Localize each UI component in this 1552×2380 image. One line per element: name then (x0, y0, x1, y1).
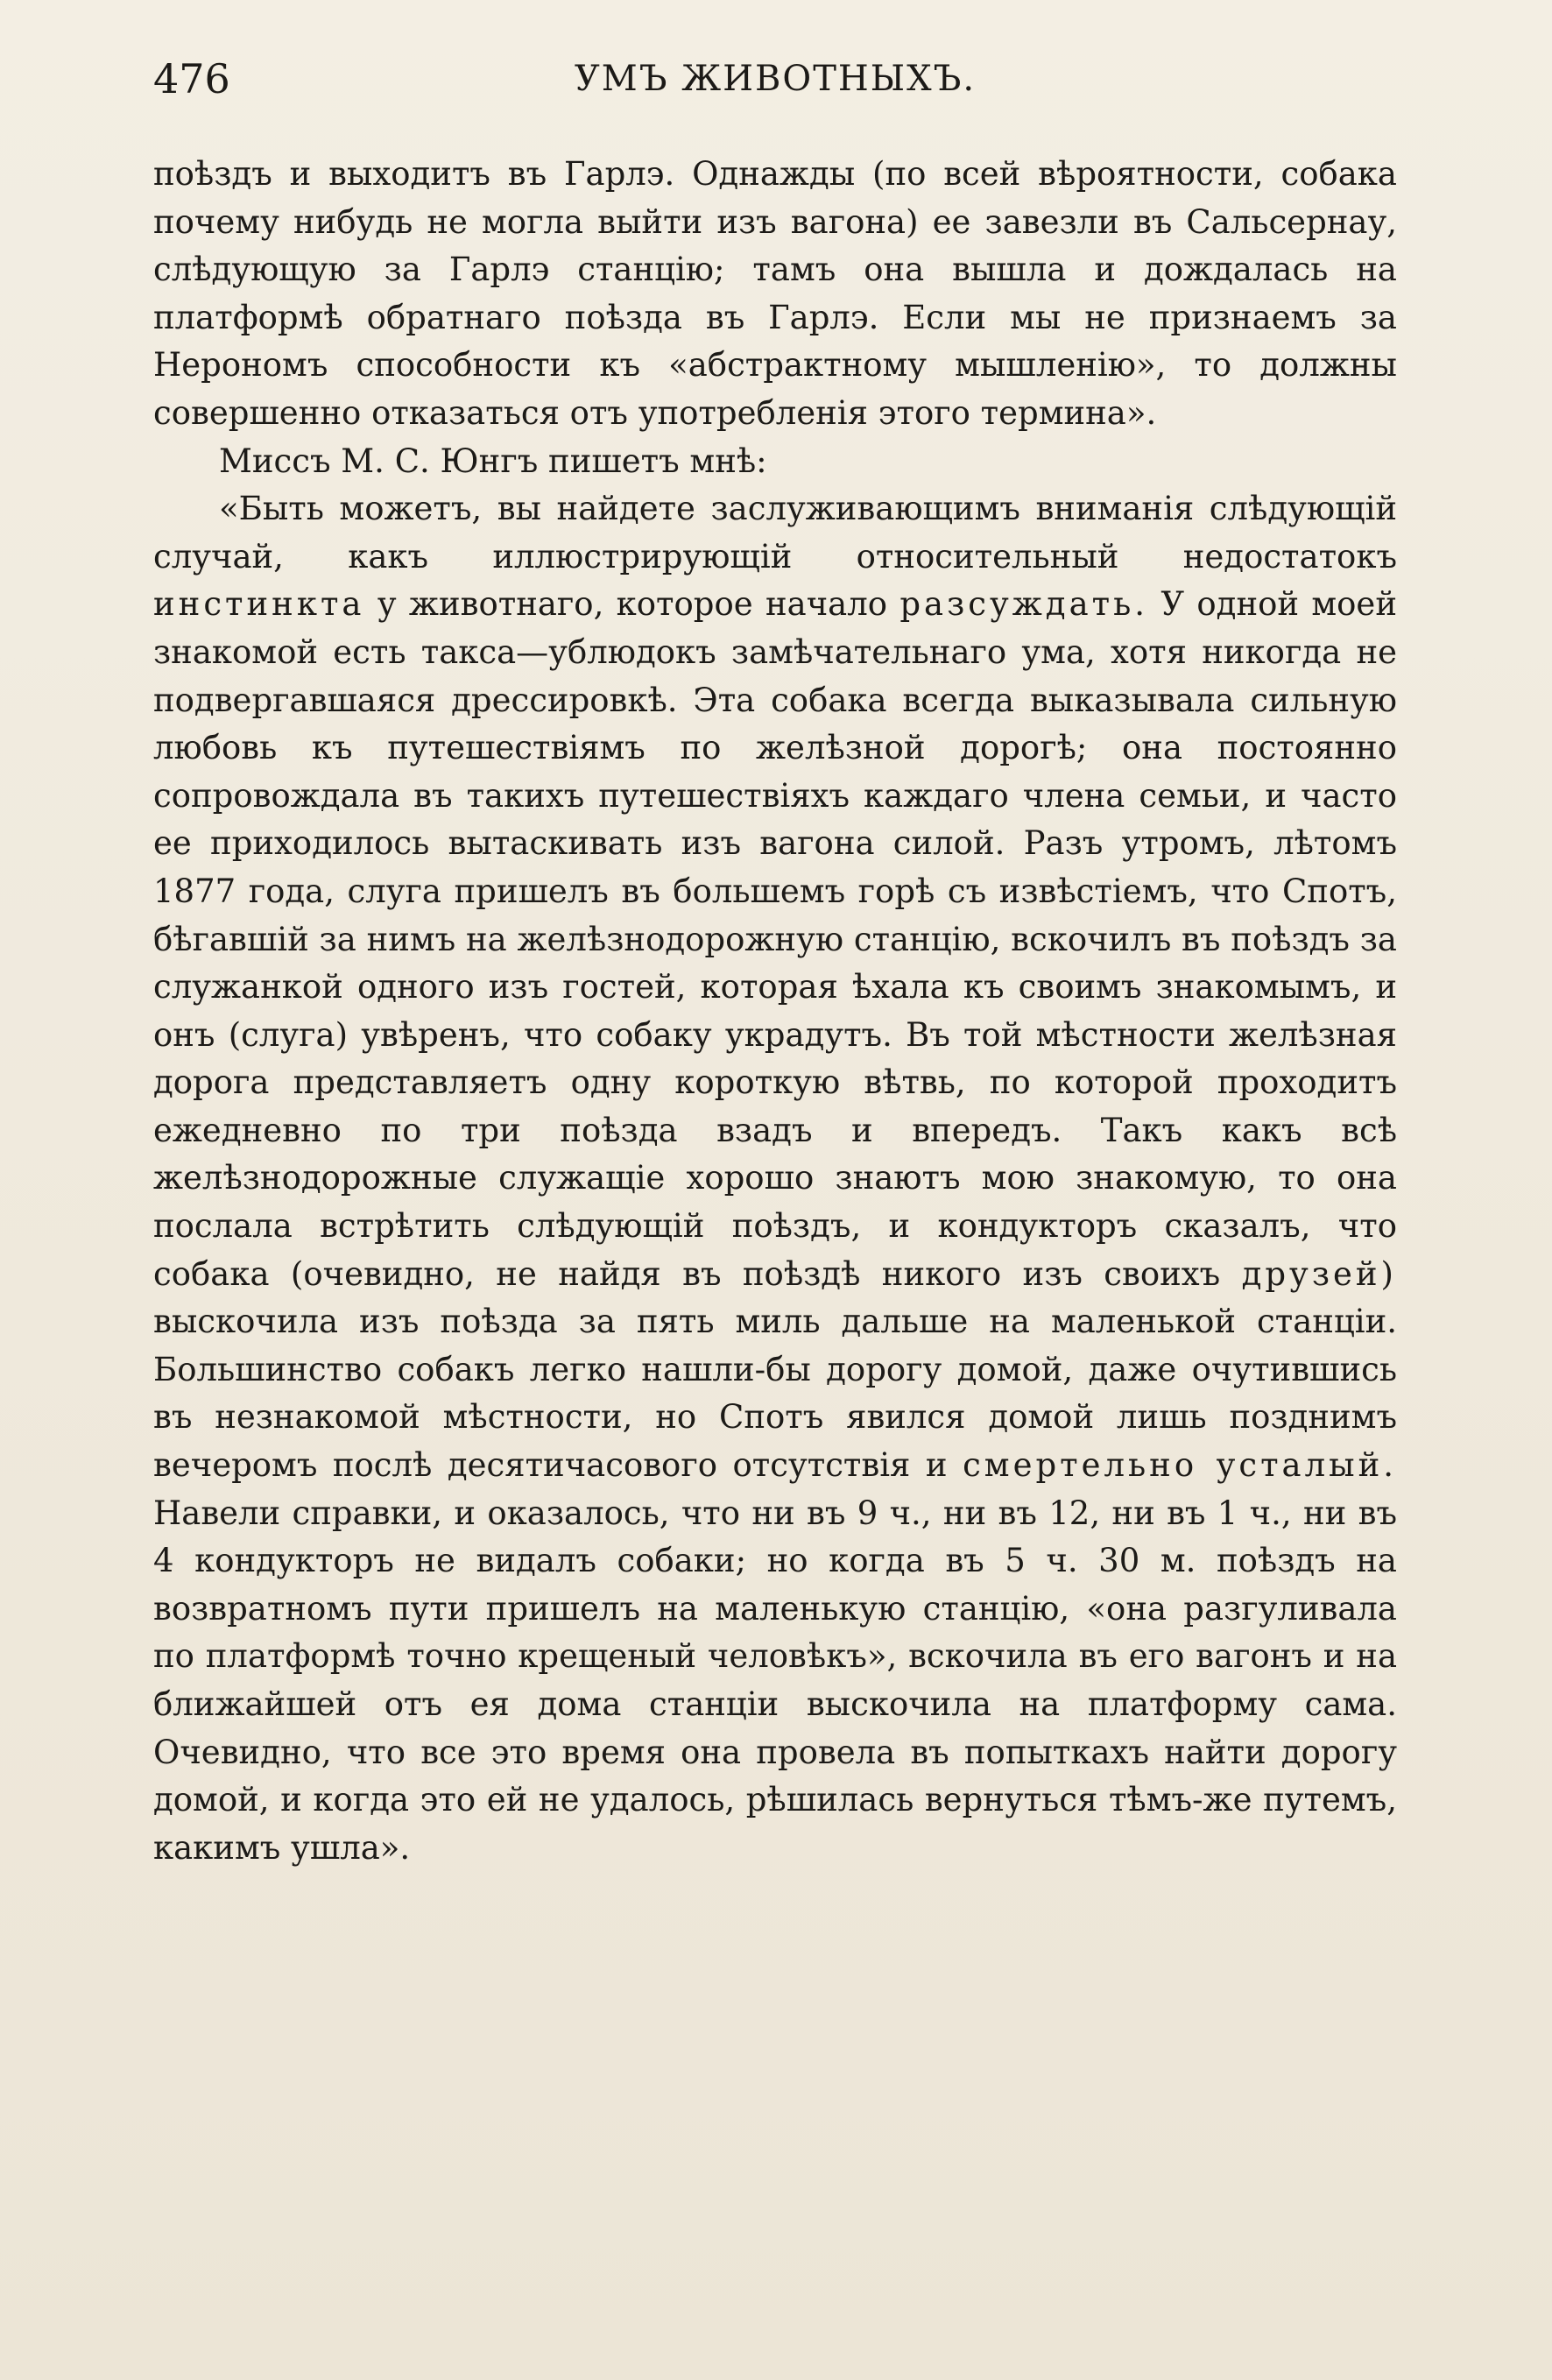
quote-text: У одной моей знакомой есть такса—ублюдокъ замѣчательнаго ума, хотя никогда не подвергавшаяся дрессировкѣ. Эта собака всегда выказывала сильную любовь къ путешествіямъ по желѣзной дорогѣ; она постоянно сопровождала въ такихъ путешествіяхъ каждаго члена семьи, и часто ее приходилось вытаскивать изъ вагона силой. Разъ утромъ, лѣтомъ 1877 года, слуга пришелъ въ большемъ горѣ съ извѣстіемъ, что Спотъ, бѣгавшій за нимъ на желѣзнодорожную станцію, вскочилъ въ поѣздъ за служанкой одного изъ гостей, которая ѣхала къ своимъ знакомымъ, и онъ (слуга) увѣренъ, что собаку украдутъ. Въ той мѣстности желѣзная дорога представляетъ одну короткую вѣтвь, по которой проходитъ ежедневно по три поѣзда взадъ и впередъ. Такъ какъ всѣ желѣзнодорожные служащіе хорошо знаютъ мою знакомую, то она послала встрѣтить слѣдующій поѣздъ, и кондукторъ сказалъ, что собака (очевидно, не найдя въ поѣздѣ никого изъ своихъ (153, 585, 1397, 1293)
quote-text: Навели справки, и оказалось, что ни въ 9 ч., ни въ 12, ни въ 1 ч., ни въ 4 кондукторъ не видалъ собаки; но когда въ 5 ч. 30 м. поѣздъ на возвратномъ пути пришелъ на маленькую станцію, «она разгуливала по платформѣ точно крещеный человѣкъ», вскочила въ его вагонъ и на ближайшей отъ ея дома станціи выскочила на платформу сама. Очевидно, что все это время она провела въ попыткахъ найти дорогу домой, и когда это ей не удалось, рѣшилась вернуться тѣмъ-же путемъ, какимъ ушла». (153, 1494, 1397, 1867)
spaced-emphasis: смертельно усталый. (963, 1446, 1397, 1485)
page-number: 476 (153, 55, 230, 102)
paragraph-intro: Миссъ М. С. Юнгъ пишетъ мнѣ: (219, 441, 767, 480)
quote-text: у животнаго, которое начало (364, 585, 900, 624)
spaced-emphasis: разсуждать. (899, 585, 1149, 624)
running-title: УМЪ ЖИВОТНЫХЪ. (574, 59, 977, 99)
quote-text: «Быть можетъ, вы найдете заслуживающимъ вниманія слѣдующій случай, какъ иллюстрирующій относительный недостатокъ (153, 490, 1397, 576)
paragraph-quote (153, 485, 1397, 1872)
spaced-emphasis: инстинкта (153, 585, 365, 624)
body-text (153, 151, 1397, 1872)
page-header (153, 53, 1397, 105)
paragraph-continuation: поѣздъ и выходитъ въ Гарлэ. Однажды (по всей вѣроятности, собака почему нибудь не могла выйти изъ вагона) ее завезли въ Сальсернау, слѣдующую за Гарлэ станцію; тамъ она вышла и дождалась на платформѣ обратнаго поѣзда въ Гарлэ. Если мы не признаемъ за Нерономъ способности къ «абстрактному мышленію», то должны совершенно отказаться отъ употребленія этого термина». (153, 155, 1397, 432)
spaced-emphasis: друзей) (1241, 1254, 1397, 1293)
quote-text: выскочила изъ поѣзда за пять миль дальше на маленькой станціи. Большинство собакъ легко нашли-бы дорогу домой, даже очутившись въ незнакомой мѣстности, но Спотъ явился домой лишь позднимъ вечеромъ послѣ десятичасового отсутствія и (153, 1303, 1397, 1485)
